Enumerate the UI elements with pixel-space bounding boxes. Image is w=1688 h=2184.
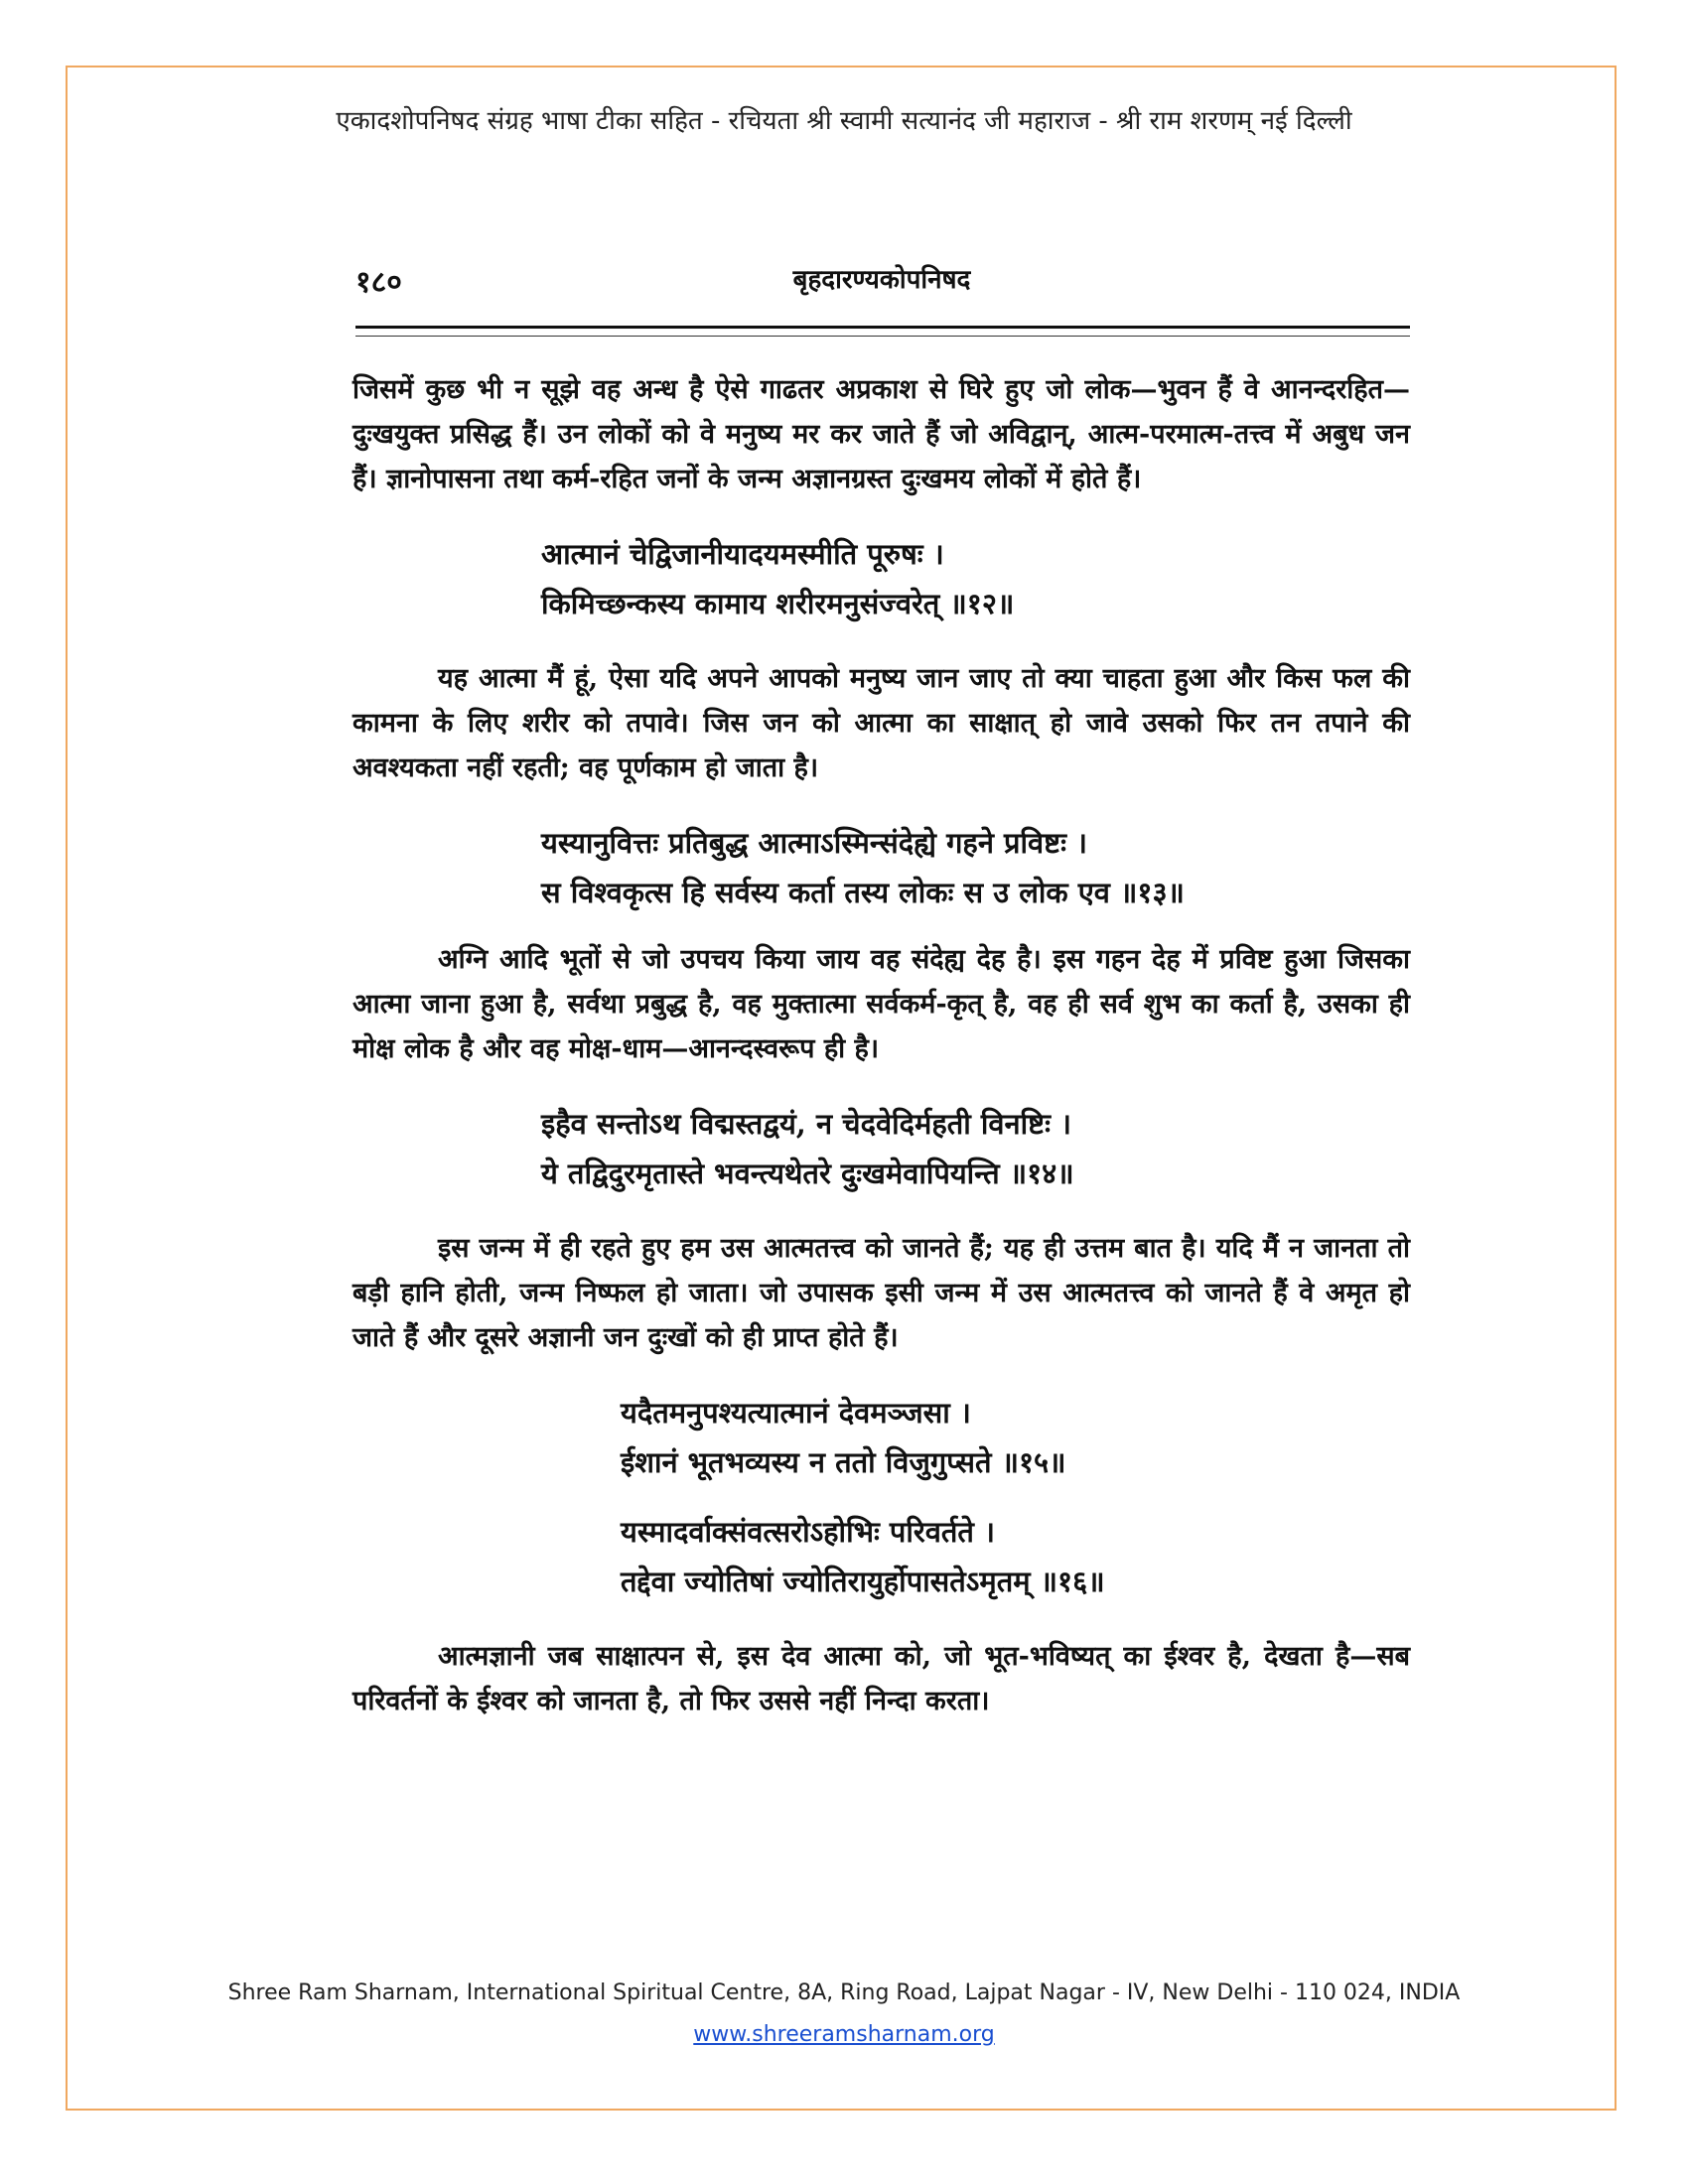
verse-line: आत्मानं चेद्विजानीयादयमस्मीति पूरुषः । — [541, 537, 944, 571]
verse-line: ये तद्विदुरमृतास्ते भवन्त्यथेतरे दुःखमेवापियन्ति ॥१४॥ — [541, 1157, 1074, 1190]
verse-line: किमिच्छन्कस्य कामाय शरीरमनुसंज्वरेत् ॥१२॥ — [541, 587, 1015, 620]
scanned-page-body — [352, 367, 1410, 1723]
commentary-paragraph: यह आत्मा मैं हूं, ऐसा यदि अपने आपको मनुष्य जान जाए तो क्या चाहता हुआ और किस फल की कामना के लिए शरीर को तपावे। जिस जन को आत्मा का साक्षात् हो जावे उसको फिर तन तपाने की अवश्यकता नहीं रहती; वह पूर्णकाम हो जाता है। — [352, 663, 1410, 783]
footer-address: Shree Ram Sharnam, International Spiritual Centre, 8A, Ring Road, Lajpat Nagar - IV, New Delhi - 110 024, INDIA — [227, 1980, 1461, 2005]
document-header: एकादशोपनिषद संग्रह भाषा टीका सहित - रचियता श्री स्वामी सत्यानंद जी महाराज - श्री राम शरणम् नई दिल्ली — [336, 106, 1352, 136]
verse-line: स विश्वकृत्स हि सर्वस्य कर्ता तस्य लोकः स उ लोक एव ॥१३॥ — [541, 876, 1185, 909]
page-number: १८० — [355, 265, 402, 300]
commentary-paragraph: इस जन्म में ही रहते हुए हम उस आत्मतत्त्व को जानते हैं; यह ही उत्तम बात है। यदि मैं न जानता तो बड़ी हानि होती, जन्म निष्फल हो जाता। जो उपासक इसी जन्म में उस आत्मतत्त्व को जानते हैं वे अमृत हो जाते हैं और दूसरे अज्ञानी जन दुःखों को ही प्राप्त होते हैं। — [352, 1233, 1410, 1353]
commentary-paragraph: अग्नि आदि भूतों से जो उपचय किया जाय वह संदेह्य देह है। इस गहन देह में प्रविष्ट हुआ जिसका आत्मा जाना हुआ है, सर्वथा प्रबुद्ध है, वह मुक्तात्मा सर्वकर्म-कृत् है, वह ही सर्व शुभ का कर्ता है, उसका ही मोक्ष लोक है और वह मोक्ष-धाम—आनन्दस्वरूप ही है। — [352, 944, 1410, 1064]
verse-line: यस्यानुवित्तः प्रतिबुद्ध आत्माऽस्मिन्संदेह्ये गहने प्रविष्टः । — [541, 826, 1088, 860]
scan-page-top — [355, 260, 1408, 300]
commentary-paragraph: जिसमें कुछ भी न सूझे वह अन्ध है ऐसे गाढतर अप्रकाश से घिरे हुए जो लोक—भुवन हैं वे आनन्दरहित—दुःखयुक्त प्रसिद्ध हैं। उन लोकों को वे मनुष्य मर कर जाते हैं जो अविद्वान्, आत्म-परमात्म-तत्त्व में अबुध जन हैं। ज्ञानोपासना तथा कर्म-रहित जनों के जन्म अज्ञानग्रस्त दुःखमय लोकों में होते हैं। — [352, 374, 1410, 494]
commentary-paragraph: आत्मज्ञानी जब साक्षात्पन से, इस देव आत्मा को, जो भूत-भविष्यत् का ईश्वर है, देखता है—सब परिवर्तनों के ईश्वर को जानता है, तो फिर उससे नहीं निन्दा करता। — [352, 1641, 1410, 1716]
verse-line: तद्देवा ज्योतिषां ज्योतिरायुर्होपासतेऽमृतम् ॥१६॥ — [621, 1565, 1105, 1598]
header-rule-thick — [355, 326, 1410, 329]
header-rule-thin — [355, 336, 1410, 337]
verse-line: यदैतमनुपश्यत्यात्मानं देवमञ्जसा । — [621, 1396, 971, 1430]
running-title: बृहदारण्यकोपनिषद — [792, 265, 971, 295]
verse-line: ईशानं भूतभव्यस्य न ततो विजुगुप्सते ॥१५॥ — [621, 1445, 1066, 1479]
verse-line: यस्मादर्वाक्संवत्सरोऽहोभिः परिवर्तते । — [621, 1515, 996, 1549]
website-link[interactable]: www.shreeramsharnam.org — [693, 2022, 995, 2047]
verse-line: इहैव सन्तोऽथ विद्मस्तद्वयं, न चेदवेदिर्महती विनष्टिः । — [541, 1107, 1072, 1141]
